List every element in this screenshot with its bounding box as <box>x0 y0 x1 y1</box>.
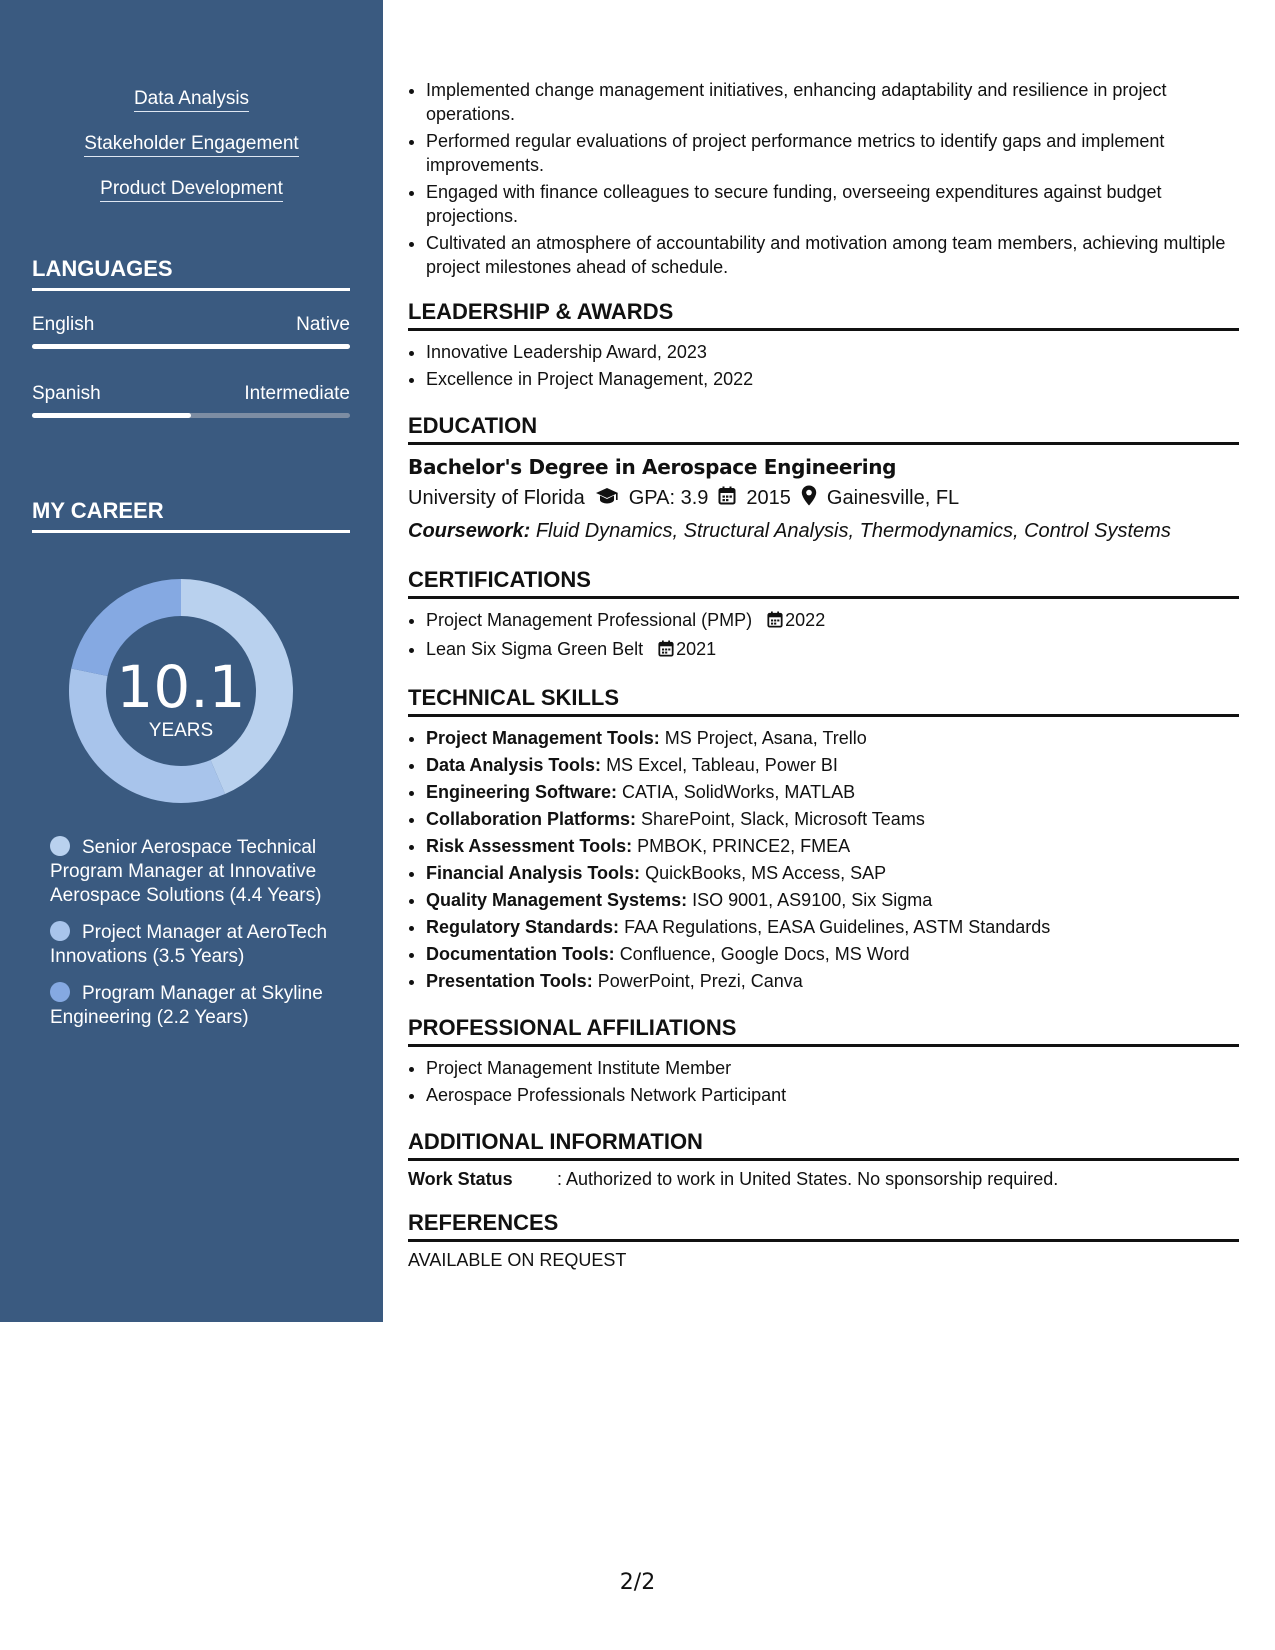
skill-link-stakeholder-engagement[interactable]: Stakeholder Engagement <box>0 133 383 155</box>
skill-label: Regulatory Standards: <box>426 917 620 937</box>
technical-skill-item <box>426 725 1239 752</box>
main-content <box>408 78 1239 1271</box>
leadership-list <box>408 339 1239 393</box>
education-gpa: GPA: 3.9 <box>628 487 709 509</box>
certifications-heading: CERTIFICATIONS <box>408 567 1239 599</box>
career-donut-chart <box>62 572 300 810</box>
certification-item <box>426 636 1239 665</box>
experience-bullet: • Cultivated an atmosphere of accountability and motivation among team members, achieving multiple project milestones ahead of schedule. <box>426 231 1239 279</box>
skill-label: Risk Assessment Tools: <box>426 836 633 856</box>
language-bar-spanish <box>32 413 350 418</box>
skill-value: MS Project, Asana, Trello <box>664 728 867 748</box>
career-heading: MY CAREER <box>32 498 350 533</box>
skill-label: Documentation Tools: <box>426 944 615 964</box>
skill-value: PowerPoint, Prezi, Canva <box>597 971 803 991</box>
language-name: Spanish <box>32 383 101 404</box>
language-row-spanish <box>32 383 350 405</box>
skill-link-product-development[interactable]: Product Development <box>0 178 383 200</box>
skill-label: Quality Management Systems: <box>426 890 688 910</box>
technical-skill-item <box>426 968 1239 995</box>
skill-label: Collaboration Platforms: <box>426 809 637 829</box>
skill-label: Data Analysis Tools: <box>426 755 602 775</box>
languages-heading: LANGUAGES <box>32 256 350 291</box>
calendar-icon <box>767 609 783 636</box>
certification-item <box>426 607 1239 636</box>
technical-skill-item <box>426 887 1239 914</box>
experience-bullet: • Engaged with finance colleagues to secure funding, overseeing expenditures against budget projections. <box>426 180 1239 228</box>
coursework-text: Fluid Dynamics, Structural Analysis, Thermodynamics, Control Systems <box>535 520 1171 542</box>
technical-skill-item <box>426 941 1239 968</box>
education-degree: Bachelor's Degree in Aerospace Engineering <box>408 455 897 479</box>
affiliation-item: • Aerospace Professionals Network Participant <box>426 1082 1239 1109</box>
map-pin-icon <box>801 485 817 512</box>
career-dot-icon <box>50 836 70 856</box>
language-bar-fill <box>32 344 350 349</box>
education-details <box>408 485 1239 512</box>
skill-value: PMBOK, PRINCE2, FMEA <box>637 836 851 856</box>
references-heading: REFERENCES <box>408 1210 1239 1242</box>
calendar-icon <box>658 638 674 665</box>
page-number: 2/2 <box>619 1570 656 1595</box>
career-item-text: Program Manager at Skyline Engineering (2.2 Years) <box>50 983 323 1028</box>
skill-link-data-analysis[interactable]: Data Analysis <box>0 88 383 110</box>
language-name: English <box>32 314 95 335</box>
experience-bullet: • Performed regular evaluations of project performance metrics to identify gaps and implement improvements. <box>426 129 1239 177</box>
language-level: Native <box>296 314 350 335</box>
career-item <box>50 982 340 1030</box>
career-unit-label: YEARS <box>148 720 214 741</box>
technical-skill-item <box>426 779 1239 806</box>
education-school: University of Florida <box>408 487 585 509</box>
language-level: Intermediate <box>244 383 350 404</box>
career-item-text: Senior Aerospace Technical Program Manager at Innovative Aerospace Solutions (4.4 Years) <box>50 837 322 906</box>
coursework-label: Coursework: <box>408 520 531 542</box>
language-bar-fill <box>32 413 191 418</box>
technical-skill-item <box>426 806 1239 833</box>
career-dot-icon <box>50 982 70 1002</box>
career-item <box>50 836 340 908</box>
skill-label: Presentation Tools: <box>426 971 593 991</box>
leadership-heading: LEADERSHIP & AWARDS <box>408 299 1239 331</box>
affiliations-list <box>408 1055 1239 1109</box>
technical-skill-item <box>426 914 1239 941</box>
career-item-text: Project Manager at AeroTech Innovations (3.5 Years) <box>50 922 328 967</box>
work-status-label: Work Status <box>408 1169 513 1189</box>
education-coursework <box>408 520 1239 543</box>
certification-name: Project Management Professional (PMP) <box>426 610 753 630</box>
language-bar-english <box>32 344 350 349</box>
skill-value: ISO 9001, AS9100, Six Sigma <box>692 890 933 910</box>
experience-bullet: • Implemented change management initiatives, enhancing adaptability and resilience in project operations. <box>426 78 1239 126</box>
additional-info-heading: ADDITIONAL INFORMATION <box>408 1129 1239 1161</box>
skill-label: Financial Analysis Tools: <box>426 863 641 883</box>
technical-skills-heading: TECHNICAL SKILLS <box>408 685 1239 717</box>
education-location: Gainesville, FL <box>826 487 960 509</box>
affiliation-item: • Project Management Institute Member <box>426 1055 1239 1082</box>
references-text: AVAILABLE ON REQUEST <box>408 1250 627 1270</box>
certification-year: 2021 <box>676 639 717 659</box>
career-total-years: 10.1 <box>116 653 246 721</box>
certification-name: Lean Six Sigma Green Belt <box>426 639 644 659</box>
affiliations-heading: PROFESSIONAL AFFILIATIONS <box>408 1015 1239 1047</box>
skill-value: MS Excel, Tableau, Power BI <box>606 755 838 775</box>
graduation-cap-icon <box>595 487 619 511</box>
career-list <box>50 836 340 1043</box>
experience-bullets <box>408 78 1239 279</box>
work-status-value: : Authorized to work in United States. No sponsorship required. <box>557 1169 1059 1189</box>
work-status-row <box>408 1169 1239 1190</box>
certifications-list <box>408 607 1239 665</box>
skill-value: QuickBooks, MS Access, SAP <box>645 863 887 883</box>
technical-skill-item <box>426 752 1239 779</box>
skill-value: Confluence, Google Docs, MS Word <box>619 944 910 964</box>
skill-label: Project Management Tools: <box>426 728 660 748</box>
education-year: 2015 <box>746 487 791 509</box>
education-heading: EDUCATION <box>408 413 1239 445</box>
technical-skill-item <box>426 860 1239 887</box>
calendar-icon <box>718 486 736 511</box>
technical-skill-item <box>426 833 1239 860</box>
skill-value: SharePoint, Slack, Microsoft Teams <box>641 809 925 829</box>
certification-year: 2022 <box>785 610 826 630</box>
leadership-item: • Excellence in Project Management, 2022 <box>426 366 1239 393</box>
career-dot-icon <box>50 921 70 941</box>
skill-label: Engineering Software: <box>426 782 618 802</box>
sidebar <box>0 0 383 1322</box>
skill-value: FAA Regulations, EASA Guidelines, ASTM Standards <box>624 917 1051 937</box>
language-row-english <box>32 314 350 336</box>
technical-skills-list <box>408 725 1239 995</box>
career-item <box>50 921 340 969</box>
leadership-item: • Innovative Leadership Award, 2023 <box>426 339 1239 366</box>
skill-value: CATIA, SolidWorks, MATLAB <box>622 782 856 802</box>
